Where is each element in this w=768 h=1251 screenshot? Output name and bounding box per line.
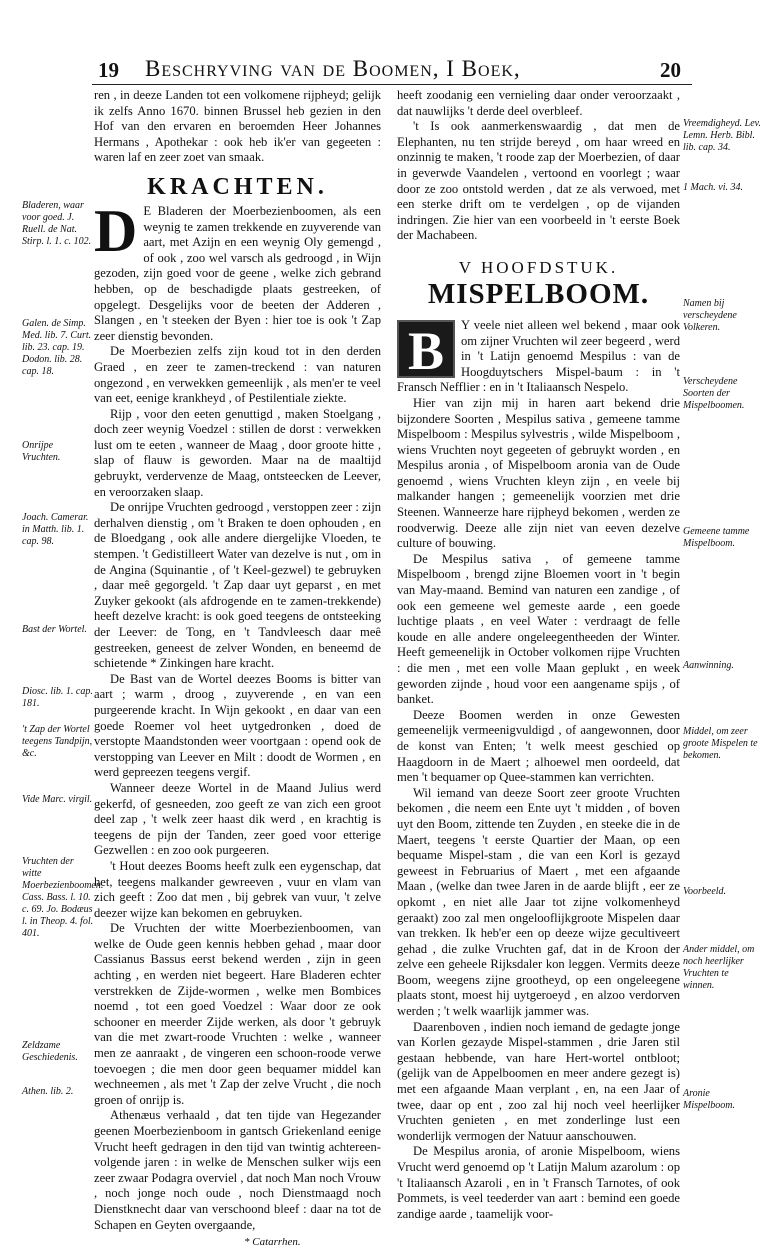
margin-note-voorbeeld: Voorbeeld. (683, 886, 727, 897)
margin-note-zap-wortel: 't Zap der Wortel teegens Tandpijn, &c. (22, 724, 93, 759)
margin-note-ander-middel: Ander middel, om noch heerlijker Vruchten te winnen. (683, 944, 755, 991)
header-rule (92, 84, 692, 85)
margin-note-zeldzame: Zeldzame Geschiedenis. (22, 1040, 78, 1063)
paragraph-bast: De Bast van de Wortel deezes Booms is bitter van aart ; warm , droog , zuyverende , en van een purgeerende kracht. In Wijn gekookt , en daar van een goede Roemer vol heet uytgedronken , doed de verstopte Maandstonden weer voortgaan : opend ook de verstopping van Leever en Milt : doodt de Wormen , en werd gepreezen teegens vergif. (94, 671, 381, 780)
paragraph-sativa: De Mespilus sativa , of gemeene tamme Mispelboom , brengd zijne Bloemen voort in 't begin van May-maand. Bemind van naturen een zandige , of ook een gemeene wel gemeste aarde , een goede luchtige plaats , en veel Water : verdraagt de felle koude en alle andere ongeleegentheeden der Winter. Heeft gemeenelijk in October volkomen rijpe Vruchten : die men , met een volle Maan geplukt , en week geworden zijnde , houd voor een aangename spijs , of banket. (397, 551, 680, 707)
paragraph-elephanten: 't Is ook aanmerkenswaardig , dat men de Elephanten, nu ten strijde bereyd , om haar wreed en onzinnig te maken, 't roode zap der Moerbezien, of daar in geverwde Vaandelen , vertoond en voorlegt ; waar door ze zoo ontstold werden , dat ze als verwoed, met een sterke drift om te verdelgen , op de vijanden indringen. Zie hier van een voorbeeld in 't eerste Boek der Machabeen. (397, 119, 680, 243)
margin-note-namen: Namen bij verscheydene Volkeren. (683, 298, 737, 333)
margin-note-onrijpe: Onrijpe Vruchten. (22, 440, 61, 463)
margin-note-middel: Middel, om zeer groote Mispelen te bekomen. (683, 726, 758, 761)
margin-note-witte-vruchten: Vruchten der witte Moerbezienboomen. Cass. Bass. l. 10. c. 69. Jo. Bodæus l. in Theop. 4. fol. 401. (22, 856, 104, 939)
margin-note-vreemdigheyd: Vreemdigheyd. Lev. Lemn. Herb. Bibl. lib. cap. 34. (683, 118, 761, 153)
margin-note-athen: Athen. lib. 2. (22, 1086, 74, 1097)
left-column (94, 88, 381, 1251)
left-intro-paragraph: ren , in deeze Landen tot een volkomene rijpheyd; gelijk ik zelfs Anno 1670. binnen Brussel heb gezien in den Hof van den ervaren en beroemden Heer Johannes Hermans , Apothekar : ook heb ik'er van gegeeten : waren laf en zeer zoet van smaak. (94, 88, 381, 165)
running-title: Beschryving van de Boomen, I Boek, (145, 56, 521, 81)
paragraph-wortel: Wanneer deeze Wortel in de Maand Julius werd gekerfd, of gesneeden, zoo geeft ze van zich een groot deel zap , 't welk zeer haast dik werd , en krachtig is teegens de pijn der Tanden, zeer goed voor etterige Gezwellen : en zoo ook purgeeren. (94, 780, 381, 858)
margin-note-machabeen: 1 Mach. vi. 34. (683, 182, 743, 193)
margin-note-soorten: Verscheydene Soorten der Mispelboomen. (683, 376, 745, 411)
paragraph-bladeren: E Bladeren der Moerbezienboomen, als een weynig te zamen trekkende en zuyverende van aart, met Azijn en een weynig Oly gemengd , of ook , zoo wel varsch als gedroogd , in Wijn gezoden, zijn goed voor de geene , welke zich gebrand hebben, op de beschadigde plaats gestreeken, of opgelegt. Desgelijks voor de beeten der Adderen , Slangen , en 't steeken der Byen : hier toe is ook 't Zap zeer dienstig bevonden. (94, 203, 381, 343)
dropcap-b: B (397, 320, 455, 378)
page-number-left: 19 (98, 58, 119, 82)
chapter-title: MISPELBOOM. (427, 277, 650, 310)
right-column (397, 88, 680, 1222)
page-number-right: 20 (660, 58, 681, 82)
paragraph-hout: 't Hout deezes Booms heeft zulk een eygenschap, dat het, teegens malkander gewreeven , vuur en vlam van zich geeft : Zoo dat men , bij gebrek van vuur, 't zelve deezer wijze kan bekomen en gebruyken. (94, 858, 381, 920)
margin-note-aanwinning: Aanwinning. (683, 660, 734, 671)
paragraph-groote-vruchten: Wil iemand van deeze Soort zeer groote Vruchten bekomen , die neem een Ente uyt 't midden , of boven uyt den Boom, zittende ten Zuyden , en steeke die in de Maert, teegens 't eerste Quartier der Maan, op een bequame Mispel-stam , die van een Korl is gezayd geweest in Februarius of Maert , met een afgaande Maan , (welke dan twee Jaren in de aarde blijft , eer ze opkomt , en niet alle Jaar tot zijne volkomenheyd geraakt) zoo zal men ongelooflijkgroote Mispelen daar van trekken. Ik heb'er een op deeze wijze gecultiveert gehad , die zulke Vruchten gaf, dat in de Kroon der zelve een geheele Rijksdaler kon leggen. Vermits deeze Boom, weegens zijne grootheyd, op een ongeleegene plaats stont, moest hij uytgeroeyd , en alzoo verdorven werden ; 't welk waarlijk jammer was. (397, 785, 680, 1019)
paragraph-moerbezien: De Moerbezien zelfs zijn koud tot in den derden Graed , en zeer te zamen-treckend : van naturen ongezond , en verwekken gemeenlijk , als men'er te veel van eet, eenige krankheyd , of Pestilentiale ziekte. (94, 344, 381, 406)
footnote: * Catarrhen. (244, 1236, 301, 1249)
margin-note-galen: Galen. de Simp. Med. lib. 7. Curt. lib. 23. cap. 19. Dodon. lib. 28. cap. 18. (22, 318, 92, 377)
margin-note-camerar: Joach. Camerar. in Matth. lib. 1. cap. 98. (22, 512, 89, 547)
section-heading-krachten: KRACHTEN. (147, 173, 328, 200)
chapter-number: V HOOFDSTUK. (458, 257, 619, 277)
margin-note-bladeren: Bladeren, waar voor goed. J. Ruell. de Nat. Stirp. l. 1. c. 102. (22, 200, 92, 247)
paragraph-daarenboven: Daarenboven , indien noch iemand de gedagte jonge van Korlen gezayde Mispel-stammen , drie Jaren stil gestaan hebbende, van hare Hert-wortel ontbloot; (gelijk van de Appelboomen en meer andere gezegt is) met een afgaande Maan verplant , en, na een Jaar of twee, daar op ent , zoo zal hij noch veel heerlijker Vruchten genieten , en met zonderlinge lust een wonderlijk vermogen der Natuur aanschouwen. (397, 1019, 680, 1143)
paragraph-namen: Y veele niet alleen wel bekend , maar ook om zijner Vruchten wil zeer begeerd , werd in 't Latijn genoemd Mespilus : van de Hoogduytschers Mispel-baum : in 't Fransch Nefflier : en in 't Italiaansch Nespelo. (397, 317, 680, 395)
margin-note-aronie: Aronie Mispelboom. (683, 1088, 735, 1111)
paragraph-athenaeus: Athenæus verhaald , dat ten tijde van Hegezander geenen Moerbezienboom in gantsch Griekenland eenige Vrucht heeft gedragen in den tijd van twintig achtereen-volgende jaren : in welke de Menschen sulker wijs een zeer zwaar Podagra overviel , dat noch Man noch Vrouw , noch jonge noch oude , noch Dienstmaagd noch Dienstknecht daar van verschoond bleef : daar na tot de Schapen en Geyten overgaande, (94, 1108, 381, 1232)
margin-note-diosc: Diosc. lib. 1. cap. 181. (22, 686, 93, 709)
paragraph-onrijpe-vruchten: De onrijpe Vruchten gedroogd , verstoppen zeer : zijn derhalven dienstig , om 't Braken te doen ophouden , en de Bloedgang , ook alle andere diergelijke Vloeden, te stempen. 't Gedistilleert Water van dezelve is nut , om in de Angina (Squinantie , of 't Keel-gezwel) te gebruyken , daar meê gegorgeld. 't Zap daar uyt geparst , en met Zuyker gekookt (als afdrogende en te zamen-trekkende) heeft dezelve kracht: is ook goed teegens de ontsteeking der Leever: de Tong, en 't Tandvleesch daar meê gestreeken, geneest de zelver Wonden, en beneemd de schietende * Zinkingen hare kracht. (94, 500, 381, 671)
paragraph-aronia: De Mespilus aronia, of aronie Mispelboom, wiens Vrucht werd genoemd op 't Latijn Malum azarolum : op 't Italiaansch Azaroli , en in 't Fransch Tarnotes, of ook Pommets, is veel teederder van aart : bemind een goede zandige aarde , taamelijk voor- (397, 1144, 680, 1221)
margin-note-gemeene-tamme: Gemeene tamme Mispelboom. (683, 526, 750, 549)
page-header (0, 56, 768, 86)
dropcap-d: D (94, 197, 138, 264)
paragraph-soorten: Hier van zijn mij in haren aart bekend drie bijzondere Soorten , Mespilus sativa , gemeene tamme Mispelboom : Mespilus sylvestris , wilde Mispelboom , wiens Vruchten noyt gegeeten of gebruykt worden , en Mespilus aronia , of Mispelboom aronia van de Oude genoemd , wiens Vruchten kleyn zijn , en veele bij malkander hangen ; gemeenelijk voorzien met drie Steenen. Wanneerze hare rijpheyd bekomen , werden ze roodverwig. Deeze alle zijn niet van eeven dezelve culture of bouwing. (397, 395, 680, 551)
margin-note-vide-marc: Vide Marc. virgil. (22, 794, 93, 805)
paragraph-witte-vruchten: De Vruchten der witte Moerbezienboomen, van welke de Oude geen kennis hebben gehad , maar door Cassianus Bassus eerst bekend werden , zijn in geen achting , en werden niet begeert. Hare Bladeren echter verstrekken de Zijde-wormen , welke men Bombices noemd , tot een goed Voedzel : Waar door ze ook schooner en meerder Zijde werken, als door 't gebruyk van die met zwart-roode Vruchten : welke , wanneer men ze aanraakt , de vingeren een schoon-roode verwe toevoegen ; die men door geen bequamer middel kan wechneemen , als met 't Zap der zelve Vrucht , die noch groen of onrijp is. (94, 921, 381, 1107)
paragraph-rijp: Rijp , voor den eeten genuttigd , maken Stoelgang , doch zeer weynig Voedzel : stillen de dorst : verwekken lust om te eeten , wanneer de Maag , door groote hitte , slap of flauw is geworden. Maar na de maaltijd gebruykt, verdervenze de Maag, ontsteecken de Leever, en veroorzaken slaap. (94, 406, 381, 499)
margin-note-bast: Bast der Wortel. (22, 624, 87, 635)
paragraph-enten: Deeze Boomen werden in onze Gewesten gemeenelijk vermeenigvuldigd , of aangewonnen, door de konst van Enten; 't welk meest geschied op Haagdoorn in de Maert ; alhoewel men oordeeld, dat men 't bequamer op Quee-stammen kan verrichten. (397, 707, 680, 785)
right-intro-paragraph: heeft zoodanig een vernieling daar onder veroorzaakt , dat nauwlijks 't derde deel overbleef. (397, 88, 680, 118)
